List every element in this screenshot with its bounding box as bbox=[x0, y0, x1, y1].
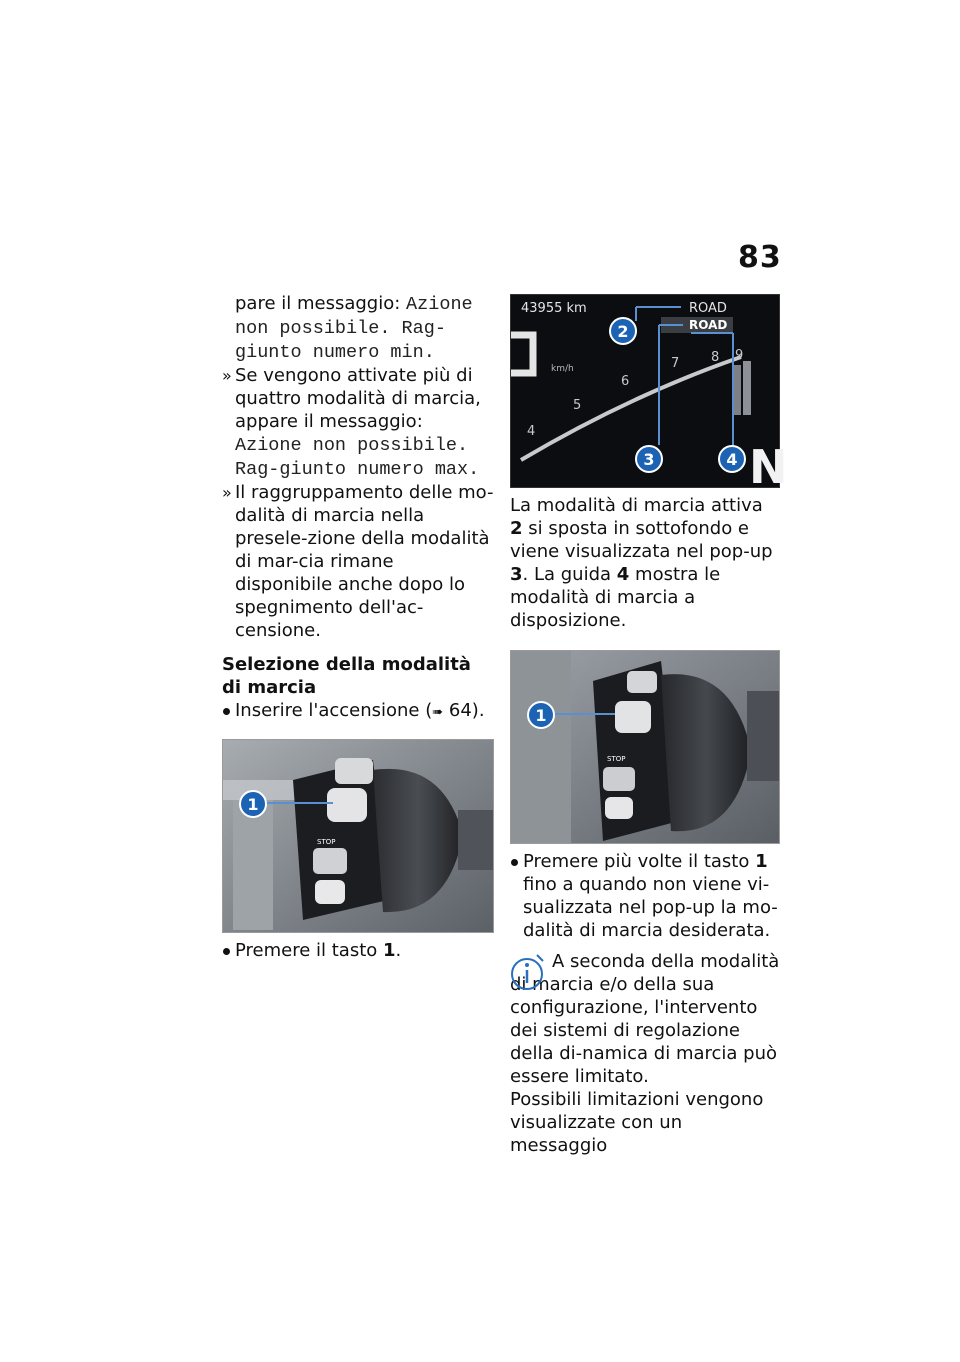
caption-part: . La guida bbox=[522, 564, 617, 585]
odometer-readout: 43955 km bbox=[521, 301, 587, 316]
callout-leader-line bbox=[265, 802, 333, 804]
left-column bbox=[222, 292, 494, 962]
step-key: 1 bbox=[755, 851, 768, 872]
note-text-2: Possibili limitazioni vengono visualizzate con un messaggio bbox=[510, 1089, 764, 1156]
gear-indicator: N bbox=[749, 440, 788, 494]
bullet2-text: Il raggruppamento delle mo-dalità di marcia nella presele-zione della modalità di mar-cia rimane disponibile anche dopo lo spegnimento dell'ac-censione. bbox=[235, 482, 494, 641]
list-item bbox=[222, 481, 494, 642]
caption-part: si sposta in sottofondo e viene visualizzata nel pop-up bbox=[510, 518, 773, 562]
result-arrow-icon: » bbox=[222, 366, 232, 385]
step-text: Premere più volte il tasto bbox=[523, 851, 756, 872]
mode-popup: ROAD bbox=[689, 318, 728, 332]
callout-4: 4 bbox=[718, 445, 746, 473]
list-item bbox=[222, 939, 494, 962]
caption-ref-3: 3 bbox=[510, 564, 523, 585]
caption-ref-4: 4 bbox=[616, 564, 630, 585]
bullet1-text: Se vengono attivate più di quattro modalità di marcia, appare il messaggio: bbox=[235, 365, 481, 432]
page-number: 83 bbox=[738, 240, 782, 275]
step2-end: . bbox=[395, 940, 402, 961]
intro-paragraph bbox=[222, 292, 494, 364]
list-item bbox=[510, 850, 780, 942]
caption-part: mostra le modalità di marcia a disposizione. bbox=[510, 564, 721, 631]
step2-key: 1 bbox=[383, 940, 396, 961]
speed-unit: km/h bbox=[551, 364, 574, 374]
tick-label: 5 bbox=[573, 398, 582, 413]
dashboard-figure bbox=[510, 294, 788, 494]
step1-text: Inserire l'accensione ( bbox=[235, 700, 433, 721]
right-column bbox=[510, 294, 788, 1157]
step-end: fino a quando non viene vi-sualizzata nel pop-up la mo-dalità di marcia desiderata. bbox=[523, 874, 778, 941]
dashboard-caption bbox=[510, 494, 780, 632]
callout-1: 1 bbox=[239, 790, 267, 818]
caption-part: La modalità di marcia attiva bbox=[510, 495, 763, 516]
step2-text: Premere il tasto bbox=[235, 940, 384, 961]
list-item bbox=[222, 699, 494, 724]
tick-label: 8 bbox=[711, 350, 720, 365]
info-note bbox=[510, 950, 780, 1157]
mode-active: ROAD bbox=[689, 301, 727, 316]
tick-label: 9 bbox=[735, 348, 744, 363]
tick-label: 7 bbox=[671, 356, 680, 371]
note-text: A seconda della modalità di marcia e/o della sua configurazione, l'intervento dei sistemi di regolazione della di-namica di marcia può essere limitato. bbox=[510, 951, 780, 1087]
handlebar-switch-illustration bbox=[223, 740, 493, 932]
list-item bbox=[222, 364, 494, 481]
callout-leader-line bbox=[553, 713, 615, 715]
info-icon bbox=[510, 952, 546, 992]
tick-label: 4 bbox=[527, 424, 536, 439]
callout-2: 2 bbox=[609, 317, 637, 345]
intro-message: Azione non possibile. Rag-giunto numero min. bbox=[235, 294, 473, 363]
tick-label: 6 bbox=[621, 374, 630, 389]
stop-label: STOP bbox=[317, 838, 336, 846]
page-reference-arrow-icon: ➠ bbox=[432, 705, 444, 720]
handlebar-figure-right bbox=[510, 650, 780, 844]
bullet1-message: Azione non possibile. Rag-giunto numero max. bbox=[235, 435, 480, 480]
section-heading: Selezione della modalità di marcia bbox=[222, 654, 471, 698]
bullet-dot-icon bbox=[223, 948, 230, 955]
intro-text: pare il messaggio: bbox=[235, 293, 407, 314]
bullet-dot-icon bbox=[511, 859, 518, 866]
step1-ref: 64). bbox=[448, 700, 485, 721]
callout-1: 1 bbox=[527, 701, 555, 729]
caption-ref-2: 2 bbox=[510, 518, 523, 539]
stop-label: STOP bbox=[607, 755, 626, 763]
handlebar-figure-left bbox=[222, 739, 494, 933]
callout-3: 3 bbox=[635, 445, 663, 473]
handlebar-switch-illustration bbox=[511, 651, 779, 843]
bullet-dot-icon bbox=[223, 708, 230, 715]
result-arrow-icon: » bbox=[222, 483, 232, 502]
